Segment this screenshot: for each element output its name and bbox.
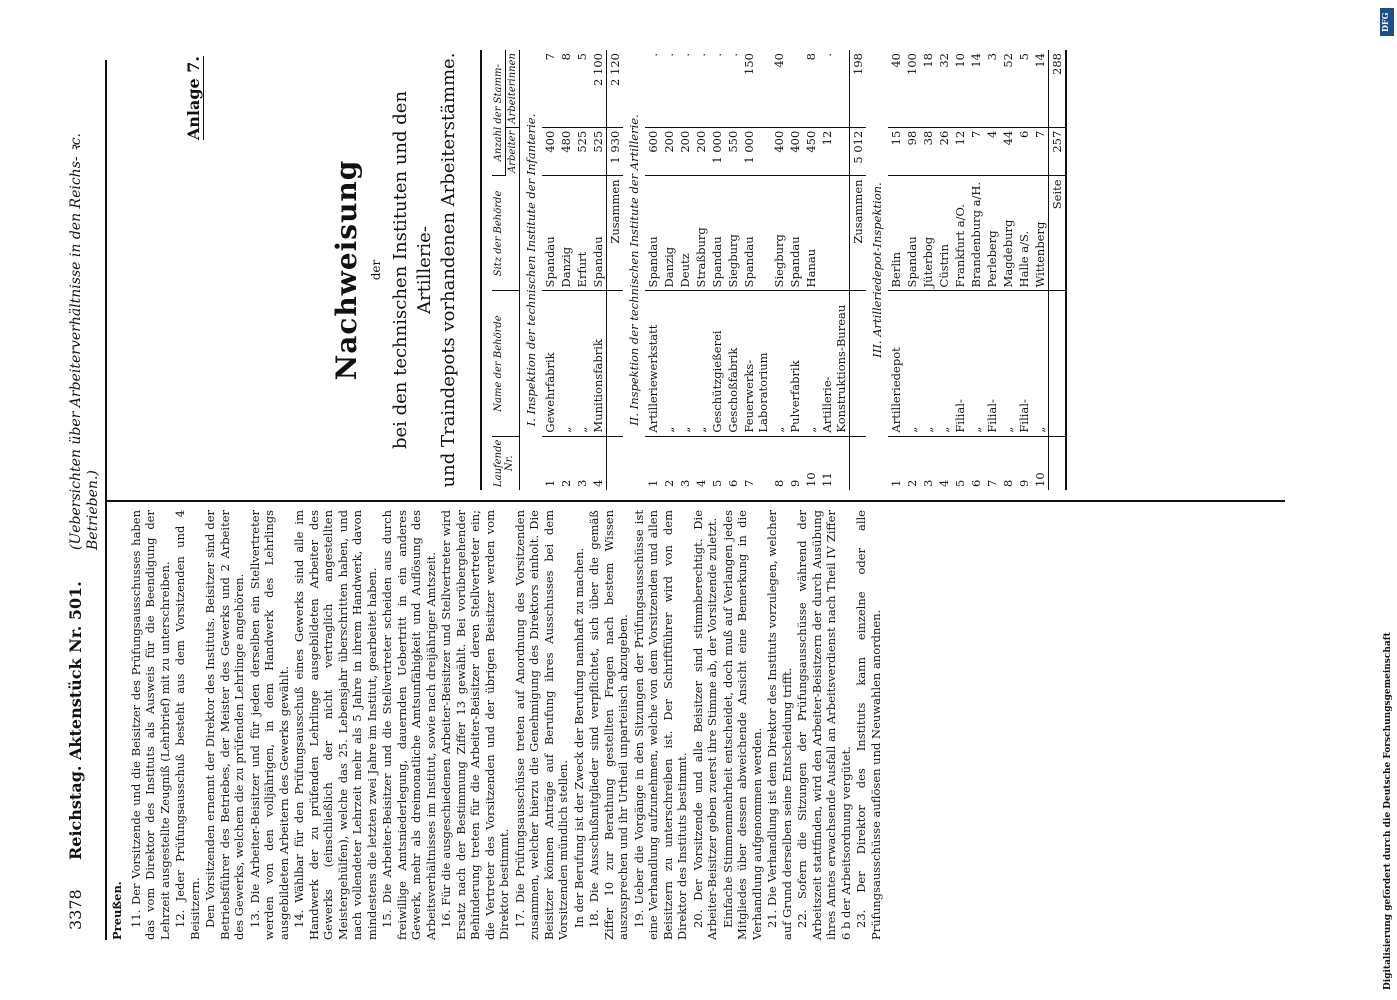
cell-a: 1 000 xyxy=(709,127,725,176)
cell-empty xyxy=(607,291,624,436)
cell-nr: 2 xyxy=(662,479,676,487)
cell-nr: 5 xyxy=(953,479,967,487)
cell-sitz: Berlin xyxy=(888,176,904,291)
cell-empty xyxy=(607,436,624,490)
cell-b: . xyxy=(709,50,725,127)
paragraph: 18. Die Ausschußmitglieder sind verpflichtet, sich über die gemäß Ziffer 10 zur Berathung gestellten Fragen nach bestem Wissen auszusprechen und ihr Urtheil unparteiisch abzugeben. xyxy=(587,510,630,940)
cell-b: 7 xyxy=(542,50,558,127)
table-subtitle-line-2: und Traindepots vorhandenen Arbeiterstämme. xyxy=(438,52,459,488)
cell-name: „ xyxy=(1000,291,1016,436)
dfg-logo: DFG xyxy=(1380,8,1394,36)
section-title: II. Inspektion der technischen Institute der Artillerie. xyxy=(627,114,641,426)
cell-b: 100 xyxy=(904,50,920,127)
paragraph: 17. Die Prüfungsausschüsse treten auf Anordnung des Vorsitzenden zusammen, welcher hierzu die Genehmigung des Direktors einholt. Die Beisitzer können Anträge auf Berufung ihres Ausschusses bei dem Vorsitzenden mündlich stellen. xyxy=(512,510,570,940)
cell-sitz: Magdeburg xyxy=(1000,176,1016,291)
cell-sitz: Spandau xyxy=(741,176,771,291)
cell-a: 450 xyxy=(803,127,819,176)
cell-b: 10 xyxy=(952,50,968,127)
cell-nr: 5 xyxy=(710,479,724,487)
table-row xyxy=(542,50,558,490)
cell-b: . xyxy=(725,50,741,127)
table-row xyxy=(968,50,984,490)
cell-name: „ xyxy=(920,291,936,436)
table-title: Nachweisung xyxy=(330,159,363,381)
table-row xyxy=(771,50,787,490)
cell-name: Gewehrfabrik xyxy=(542,291,558,436)
cell-b: . xyxy=(661,50,677,127)
cell-sitz: Jüterbog xyxy=(920,176,936,291)
cell-sitz: Perleberg xyxy=(984,176,1000,291)
table-row xyxy=(984,50,1000,490)
cell-a: 525 xyxy=(574,127,590,176)
page-number: 3378 xyxy=(66,889,85,930)
total-label: Seite xyxy=(1049,176,1066,291)
left-column xyxy=(110,510,884,940)
cell-sitz: Spandau xyxy=(645,176,661,291)
cell-sitz: Spandau xyxy=(590,176,607,291)
section-title: III. Artilleriedepot-Inspektion. xyxy=(870,182,884,358)
cell-sitz: Erfurt xyxy=(574,176,590,291)
table-row xyxy=(590,50,607,490)
cell-name: „ xyxy=(904,291,920,436)
cell-a: 400 xyxy=(771,127,787,176)
cell-a: 98 xyxy=(904,127,920,176)
cell-sitz: Spandau xyxy=(709,176,725,291)
cell-sitz: Brandenburg a/H. xyxy=(968,176,984,291)
cell-b: 14 xyxy=(968,50,984,127)
table-row xyxy=(741,50,771,490)
cell-nr: 3 xyxy=(575,479,589,487)
cell-sitz: Straßburg xyxy=(693,176,709,291)
cell-nr: 4 xyxy=(694,479,708,487)
cell-b: . xyxy=(677,50,693,127)
cell-a: 12 xyxy=(952,127,968,176)
cell-b: 40 xyxy=(771,50,787,127)
cell-sitz: Spandau xyxy=(904,176,920,291)
cell-b: 40 xyxy=(888,50,904,127)
paragraph: Einfache Stimmenmehrheit entscheidet, doch muß auf Verlangen jedes Mitgliedes über dessen abweichende Ansicht eine Bemerkung in die Verhandlung aufgenommen werden. xyxy=(720,510,764,940)
cell-nr: 9 xyxy=(788,479,802,487)
cell-sitz: Danzig xyxy=(558,176,574,291)
cell-name: „ xyxy=(968,291,984,436)
page-subtitle: (Uebersichten über Arbeiterverhältnisse in den Reichs- ꝛc. Betrieben.) xyxy=(68,133,101,550)
section-row xyxy=(623,50,645,490)
total-arbeiterinnen: 2 120 xyxy=(607,50,624,127)
cell-nr: 2 xyxy=(559,479,573,487)
paragraph: In der Berufung ist der Zweck der Berufung namhaft zu machen. xyxy=(571,547,586,928)
table-row xyxy=(787,50,803,490)
cell-empty xyxy=(1049,436,1066,490)
cell-sitz: Spandau xyxy=(787,176,803,291)
col-header-name: Name der Behörde xyxy=(492,291,520,436)
cell-nr: 9 xyxy=(1017,479,1031,487)
cell-a: 6 xyxy=(1016,127,1032,176)
cell-b: 150 xyxy=(741,50,771,127)
paragraph: 14. Wählbar für den Prüfungsausschuß eines Gewerks sind alle im Handwerk der zu prüfenden Lehrlinge ausgebildeten Arbeiter des Gewerks (einschließlich der nicht vertraglich angestellten Meistergehülfen), welche das 25. Lebensjahr überschritten haben, und nach vollendeter Lehrzeit mehr als 5 Jahre in ihrem Handwerk, davon mindestens die letzten zwei Jahre im Institut, gearbeitet haben. xyxy=(292,510,379,940)
table-title-der: der xyxy=(369,259,383,281)
paragraph: 16. Für die ausgeschiedenen Arbeiter-Beisitzer und Stellvertreter wird Ersatz nach der Bestimmung Ziffer 13 gewählt. Bei vorübergehender Behinderung treten für die Arbeiter-Beisitzer deren Stellvertreter ein; die Vertreter des Vorsitzenden und der übrigen Beisitzer werden vom Direktor bestimmt. xyxy=(439,510,511,940)
cell-name: „ xyxy=(1032,291,1049,436)
cell-sitz: Wittenberg xyxy=(1032,176,1049,291)
cell-name: Pulverfabrik xyxy=(787,291,803,436)
paragraph: 15. Die Arbeiter-Beisitzer und die Stellvertreter scheiden aus durch freiwillige Amtsniederlegung, dauernden Uebertritt in ein anderes Gewerk, mehr als dreimonatliche Amtsunfähigkeit und Auflösung des Arbeitsverhältnisses im Institut, sowie nach dreijähriger Amtszeit. xyxy=(380,510,438,940)
cell-nr: 1 xyxy=(543,479,557,487)
cell-b: 32 xyxy=(936,50,952,127)
cell-name: Artillerie-Konstruktions-Bureau xyxy=(819,291,850,436)
total-arbeiterinnen: 198 xyxy=(850,50,867,127)
cell-name: „ xyxy=(558,291,574,436)
page-title: Reichstag. Aktenstück Nr. 501. xyxy=(66,581,85,860)
table-row xyxy=(936,50,952,490)
cell-name: Artilleriewerkstatt xyxy=(645,291,661,436)
cell-name: Filial- xyxy=(1016,291,1032,436)
cell-nr: 8 xyxy=(772,479,786,487)
table-row xyxy=(677,50,693,490)
cell-b: 8 xyxy=(803,50,819,127)
cell-nr: 4 xyxy=(937,479,951,487)
table-row xyxy=(709,50,725,490)
paragraph: 11. Der Vorsitzende und die Beisitzer des Prüfungsausschusses haben das vom Direktor des Instituts als Ausweis für die Beendigung der Lehrzeit ausgestellte Zeugniß (Lehrbrief) mit zu unterschreiben. xyxy=(128,510,172,940)
total-arbeiter: 1 930 xyxy=(607,127,624,176)
total-label: Zusammen xyxy=(607,176,624,291)
total-row xyxy=(607,50,624,490)
cell-nr: 8 xyxy=(1001,479,1015,487)
cell-a: 7 xyxy=(968,127,984,176)
cell-b: 5 xyxy=(1016,50,1032,127)
cell-a: 400 xyxy=(542,127,558,176)
table-row xyxy=(661,50,677,490)
cell-name: Filial- xyxy=(984,291,1000,436)
total-arbeiter: 5 012 xyxy=(850,127,867,176)
cell-sitz: Danzig xyxy=(661,176,677,291)
cell-b: 52 xyxy=(1000,50,1016,127)
paragraph: 21. Die Verhandlung ist dem Direktor des Instituts vorzulegen, welcher auf Grund derselben seine Entscheidung trifft. xyxy=(765,510,794,940)
table-wrapper xyxy=(480,50,1067,490)
table-row xyxy=(693,50,709,490)
table-row xyxy=(819,50,850,490)
cell-name: „ xyxy=(693,291,709,436)
cell-a: 15 xyxy=(888,127,904,176)
cell-a: 26 xyxy=(936,127,952,176)
table-row xyxy=(574,50,590,490)
table-row xyxy=(1000,50,1016,490)
table-row xyxy=(952,50,968,490)
cell-sitz: Deutz xyxy=(677,176,693,291)
cell-b: 2 100 xyxy=(590,50,607,127)
table-row xyxy=(904,50,920,490)
cell-name: Artilleriedepot xyxy=(888,291,904,436)
cell-nr: 10 xyxy=(1033,472,1047,487)
cell-a: 550 xyxy=(725,127,741,176)
cell-a: 200 xyxy=(693,127,709,176)
section-row xyxy=(866,50,888,490)
cell-empty xyxy=(850,291,867,436)
paragraph: Den Vorsitzenden ernennt der Direktor des Instituts. Beisitzer sind der Betriebsführer des Betriebes, der Meister des Gewerks und 2 Arbeiter des Gewerks, welchem die zu prüfenden Lehrlinge angehören. xyxy=(203,510,246,940)
paragraph: 20. Der Vorsitzende und alle Beisitzer sind stimmberechtigt. Die Arbeiter-Beisitzer geben zuerst ihre Stimme ab, der Vorsitzende zuletzt. xyxy=(690,510,719,940)
table-row xyxy=(1016,50,1032,490)
total-label: Zusammen xyxy=(850,176,867,291)
cell-a: 1 000 xyxy=(741,127,771,176)
cell-nr: 1 xyxy=(889,479,903,487)
table-body xyxy=(520,50,1066,490)
paragraph: 13. Die Arbeiter-Beisitzer und für jeden derselben ein Stellvertreter werden von den volljährigen, in dem Handwerk des Lehrlings ausgebildeten Arbeitern des Gewerks gewählt. xyxy=(247,510,291,940)
cell-a: 480 xyxy=(558,127,574,176)
cell-b: . xyxy=(645,50,661,127)
col-header-arbeiter: Arbeiter xyxy=(506,127,520,176)
paragraph: 19. Ueber die Vorgänge in den Sitzungen der Prüfungsausschüsse ist eine Verhandlung aufzunehmen, welche von dem Vorsitzenden und allen Beisitzern zu unterschreiben ist. Der Schriftführer wird von dem Direktor des Instituts bestimmt. xyxy=(631,510,689,940)
cell-empty xyxy=(850,436,867,490)
paragraph: 22. Sofern die Sitzungen der Prüfungsausschüsse während der Arbeitszeit stattfinden, wird den Arbeiter-Beisitzern der durch Ausübung ihres Amtes erwachsende Ausfall an Arbeitsverdienst nach Theil IV Ziffer 6 b der Arbeitsordnung vergütet. xyxy=(795,510,853,940)
cell-name: Munitionsfabrik xyxy=(590,291,607,436)
cell-a: 44 xyxy=(1000,127,1016,176)
total-arbeiterinnen: 288 xyxy=(1049,50,1066,127)
section-heading: Preußen. xyxy=(110,881,124,940)
table-row xyxy=(920,50,936,490)
table-row xyxy=(725,50,741,490)
cell-a: 12 xyxy=(819,127,850,176)
section-row xyxy=(520,50,543,490)
cell-nr: 6 xyxy=(726,479,740,487)
col-header-nr: Laufende Nr. xyxy=(492,436,520,490)
cell-b: 3 xyxy=(984,50,1000,127)
page-header xyxy=(60,50,100,930)
cell-sitz: Halle a/S. xyxy=(1016,176,1032,291)
col-header-sitz: Sitz der Behörde xyxy=(492,176,520,291)
dfg-credit: Digitalisierung gefördert durch die Deutsche Forschungsgemeinschaft xyxy=(1383,632,1393,990)
cell-b: . xyxy=(693,50,709,127)
cell-a: 600 xyxy=(645,127,661,176)
cell-b: 18 xyxy=(920,50,936,127)
cell-nr: 4 xyxy=(591,479,605,487)
cell-name: „ xyxy=(936,291,952,436)
cell-sitz xyxy=(819,176,850,291)
cell-name: Geschützgießerei xyxy=(709,291,725,436)
cell-b: 14 xyxy=(1032,50,1049,127)
cell-b: . xyxy=(819,50,850,127)
cell-nr: 1 xyxy=(646,479,660,487)
cell-nr: 2 xyxy=(905,479,919,487)
cell-a: 4 xyxy=(984,127,1000,176)
table-subtitle-line-1: bei den technischen Instituten und den Artillerie- xyxy=(390,90,435,450)
cell-sitz: Spandau xyxy=(542,176,558,291)
cell-b xyxy=(787,50,803,127)
section-title: I. Inspektion der technischen Institute der Infanterie. xyxy=(524,113,538,427)
cell-empty xyxy=(1049,291,1066,436)
cell-sitz: Siegburg xyxy=(771,176,787,291)
cell-nr: 10 xyxy=(804,472,818,487)
total-row xyxy=(850,50,867,490)
table-row xyxy=(558,50,574,490)
cell-nr: 7 xyxy=(742,479,756,487)
cell-a: 525 xyxy=(590,127,607,176)
arbeiter-table xyxy=(492,50,1065,490)
table-row xyxy=(645,50,661,490)
cell-sitz: Siegburg xyxy=(725,176,741,291)
right-column xyxy=(110,50,1064,490)
cell-sitz: Cüstrin xyxy=(936,176,952,291)
cell-nr: 6 xyxy=(969,479,983,487)
cell-name: „ xyxy=(661,291,677,436)
cell-name: „ xyxy=(803,291,819,436)
cell-nr: 7 xyxy=(985,479,999,487)
cell-name: Feuerwerks-Laboratorium xyxy=(741,291,771,436)
cell-name: Filial- xyxy=(952,291,968,436)
cell-nr: 11 xyxy=(820,472,834,487)
anlage-label: Anlage 7. xyxy=(184,56,203,141)
cell-a: 400 xyxy=(787,127,803,176)
total-row xyxy=(1049,50,1066,490)
table-subtitle xyxy=(389,50,461,490)
cell-name: „ xyxy=(677,291,693,436)
table-row xyxy=(1032,50,1049,490)
cell-a: 200 xyxy=(677,127,693,176)
cell-nr: 3 xyxy=(921,479,935,487)
cell-sitz: Frankfurt a/O. xyxy=(952,176,968,291)
col-header-arbeiterinnen: Arbeiterinnen xyxy=(506,50,520,127)
cell-b: 5 xyxy=(574,50,590,127)
cell-name: „ xyxy=(771,291,787,436)
cell-name: Geschoßfabrik xyxy=(725,291,741,436)
cell-a: 200 xyxy=(661,127,677,176)
total-arbeiter: 257 xyxy=(1049,127,1066,176)
col-header-group: Anzahl der Stamm- xyxy=(492,50,506,176)
table-row xyxy=(888,50,904,490)
table-row xyxy=(803,50,819,490)
cell-nr: 3 xyxy=(678,479,692,487)
column-rule xyxy=(105,500,1285,502)
paragraph: 12. Jeder Prüfungsausschuß besteht aus dem Vorsitzenden und 4 Beisitzern. xyxy=(173,510,202,940)
cell-sitz: Hanau xyxy=(803,176,819,291)
cell-a: 38 xyxy=(920,127,936,176)
cell-b: 8 xyxy=(558,50,574,127)
cell-a: 7 xyxy=(1032,127,1049,176)
paragraph: 23. Der Direktor des Instituts kann einzelne oder alle Prüfungsausschüsse auflösen und Neuwahlen anordnen. xyxy=(854,510,883,940)
cell-name: „ xyxy=(574,291,590,436)
